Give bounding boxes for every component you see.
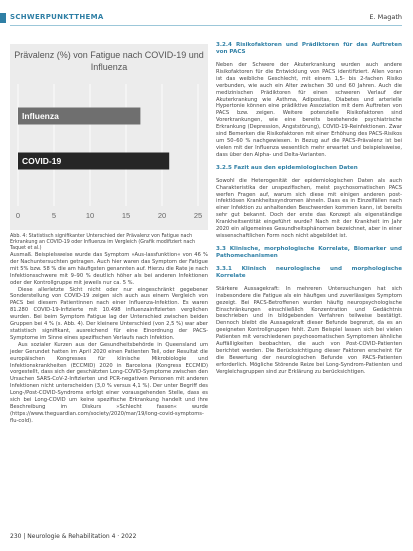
bar-label: Influenza <box>22 111 59 121</box>
header-rule <box>10 25 402 26</box>
left-column <box>10 252 208 425</box>
section-heading: 3.3 Klinische, morphologische Korrelate, Biomarker und Pathomechanismen <box>216 245 402 259</box>
page-footer: 230 | Neurologie & Rehabilitation 4 · 2022 <box>10 533 137 540</box>
x-tick-label: 20 <box>157 211 167 220</box>
x-tick-label: 15 <box>121 211 131 220</box>
right-column <box>216 42 402 376</box>
paragraph: Aus sozialer Kurzen aus der Gesundheitsbehörde in Queensland um jeder Gerundet hatten im April 2020 einen Patienten Teil, oder Resultat die europäischen Kongresses für klinische Mikrobiologie und Infektionskrankheiten (ECCMID) 2020 in Barcelona (Kongress ECCMID) vorgestellt, dass sich der geschätzten Long-COVID-Symptome zwischen den Ursachen SARS-CoV-2-Infizierten und PCR-negativen Personen mit anderen Infektionen nicht unterscheiden (3,0 % versus 4,1 %). Der unter Begriff des Long-/Post-COVID-Syndroms erfolgt einer vorausgehenden Stelle, dass es sich bei Long-COVID um keine spezifische Erkrankung handelt und ihre Beschreibung im Diskurs »Schlecht fassen« wurde (https://www.theguardian.com/society/2020/mar/19/long-covid-symptoms-flu-cold). <box>10 341 209 424</box>
figure-caption: Abb. 4: Statistisch signifikanter Unterschied der Prävalenz von Fatigue nach Erkrankung an COVID-19 oder Influenza im Vergleich (Grafik modifiziert nach Taquet et al.) <box>10 234 196 251</box>
section-heading: 3.2.4 Risikofaktoren und Prädiktoren für das Auftreten von PACS <box>216 42 402 55</box>
author-label: E. Magath <box>369 13 402 21</box>
paragraph: Ausmaß. Beispielsweise wurde das Symptom »Aus-lassfunktion« von 46 % der Nachuntersuchten getragen. Auch hier waren das Symptom der Fatigue mit 5% bzw. 58 % die am häufigsten genannten auf. Hierzu die Rate je nach Infektionsschwere mit 9–90 % deutlich höher als bei anderen Infektionen oder der Kontrollgruppe mit jeweils nur ca. 5 %. <box>10 252 208 286</box>
paragraph: Sowohl die Heterogenität der epidemiologischen Daten als auch Charakteristika der unspezifischen, meist psychosomatischen PACS werfen Fragen auf, warum sich diese mit einigen anderen post-infektiösen Krankheitssyndromen ähneln. Dass es in Einzelfällen nach einer Infektion zu anhaltenden Beschwerden kommen kann, ist bereits sehr gut bekannt. Doch der erste das Konzept als eigenständige Krankheitsentität eingeführt wurde? Nach mit der Krankheit im Jahr 2020 ein allgemeines Gesundheitsphänomen bezeichnet, aber in einer wissenschaftlichen Form noch nicht abgebildet ist. <box>216 177 402 239</box>
figure <box>10 44 208 230</box>
x-tick-label: 10 <box>85 211 95 220</box>
section-label: SCHWERPUNKTTHEMA <box>10 13 104 21</box>
x-tick-label: 5 <box>51 211 57 220</box>
chart-title: Prävalenz (%) von Fatigue nach COVID-19 und Influenza <box>14 50 204 72</box>
section-heading: 3.3.1 Klinisch neurologische und morphologische Korrelate <box>216 265 402 279</box>
section-heading: 3.2.5 Fazit aus den epidemiologischen Daten <box>216 164 358 171</box>
x-tick-label: 25 <box>193 211 203 220</box>
paragraph: Stärkere Aussagekraft: In mehreren Untersuchungen hat sich insbesondere die Fatigue als ein häufiges und zuverlässiges Symptom gezeigt. Bei PACS-Betroffenen wurden häufig neuropsychologische Einschränkungen einschließlich Konzentration und Gedächtnis beschrieben und in bildgebenden Verfahren teilweise bestätigt. Dennoch bleibt die Aussagekraft dieser Befunde begrenzt, da es an geeigneten Kontrollgruppen fehlt. Zum Beispiel lassen sich bei vielen Patienten mit verschiedenen psychosomatischen Symptomen ähnliche Auffälligkeiten beobachten, die auch von Post-COVID-Patienten berichtet werden. Die Berücksichtigung dieser Faktoren erscheint für die Bewertung der neurologischen Befunde von PACS-Patienten erforderlich. Mögliche Störende Reize bei Long-Syndrom-Patienten und Vergleichsgruppen sind zur Erklärung zu berücksichtigen. <box>216 285 402 375</box>
paragraph: Diese allerletzte Sicht nicht oder nur eingeschränkt gegebener Sonderstellung von COVID-19 zeigen sich auch aus einem Vergleich von PACS bei diesem Patientinnen nach einer Influenza-Infektion. Es waren 81.280 COVID-19-Infizierte mit 10.498 influenzainfizierten verglichen wurden. Bei beim Symptom Fatigue lag der Unterschied zwischen beiden Gruppen bei 4 % (s. Abb. 4). Der kleinere Unterschied (von 2,5 %) war aber statistisch signifikant, ausreichend für eine Einordnung der PACS-Symptome im Sinne eines spezifischen Verlaufs nach Infektion. <box>10 286 208 341</box>
x-tick-label: 0 <box>15 211 21 220</box>
paragraph: Neben der Schwere der Akuterkrankung wurden auch andere Risikofaktoren für die Entwicklung von PACS identifiziert. Allen voran ist das weibliche Geschlecht, mit einem 1,5- bis 2-fachen Risiko verbunden, wie auch ein Alter zwischen 30 und 60 Jahren. Auch die medizinischen Prädiktoren für einen schweren Verlauf der Akuterkrankung wie Asthma, Adipositas, Diabetes und arterielle Hypertonie können eine prädiktive Assoziation mit dem Auftreten von PACS bzw. zeigen. Weitere potenzielle Risikofaktoren sind Vorerkrankungen, wie eine bereits bestehende psychiatrische Erkrankung (Depression, Angststörung), COVID-19-Reinfektionen. Zwar sind Bemerken die Risikofaktoren mit einer Erhöhung des PACS-Risikos um 50–60 % nachgewiesen. In Bezug auf die PACS-Prävalenz ist bei vielen mit der Influenza wesentlich mehr erwartet und beispielsweise, dass über den Alpha- und Delta-Varianten. <box>216 62 402 158</box>
bar-chart <box>10 44 208 230</box>
header-accent-bar <box>0 13 6 23</box>
bar-label: COVID-19 <box>22 156 62 166</box>
